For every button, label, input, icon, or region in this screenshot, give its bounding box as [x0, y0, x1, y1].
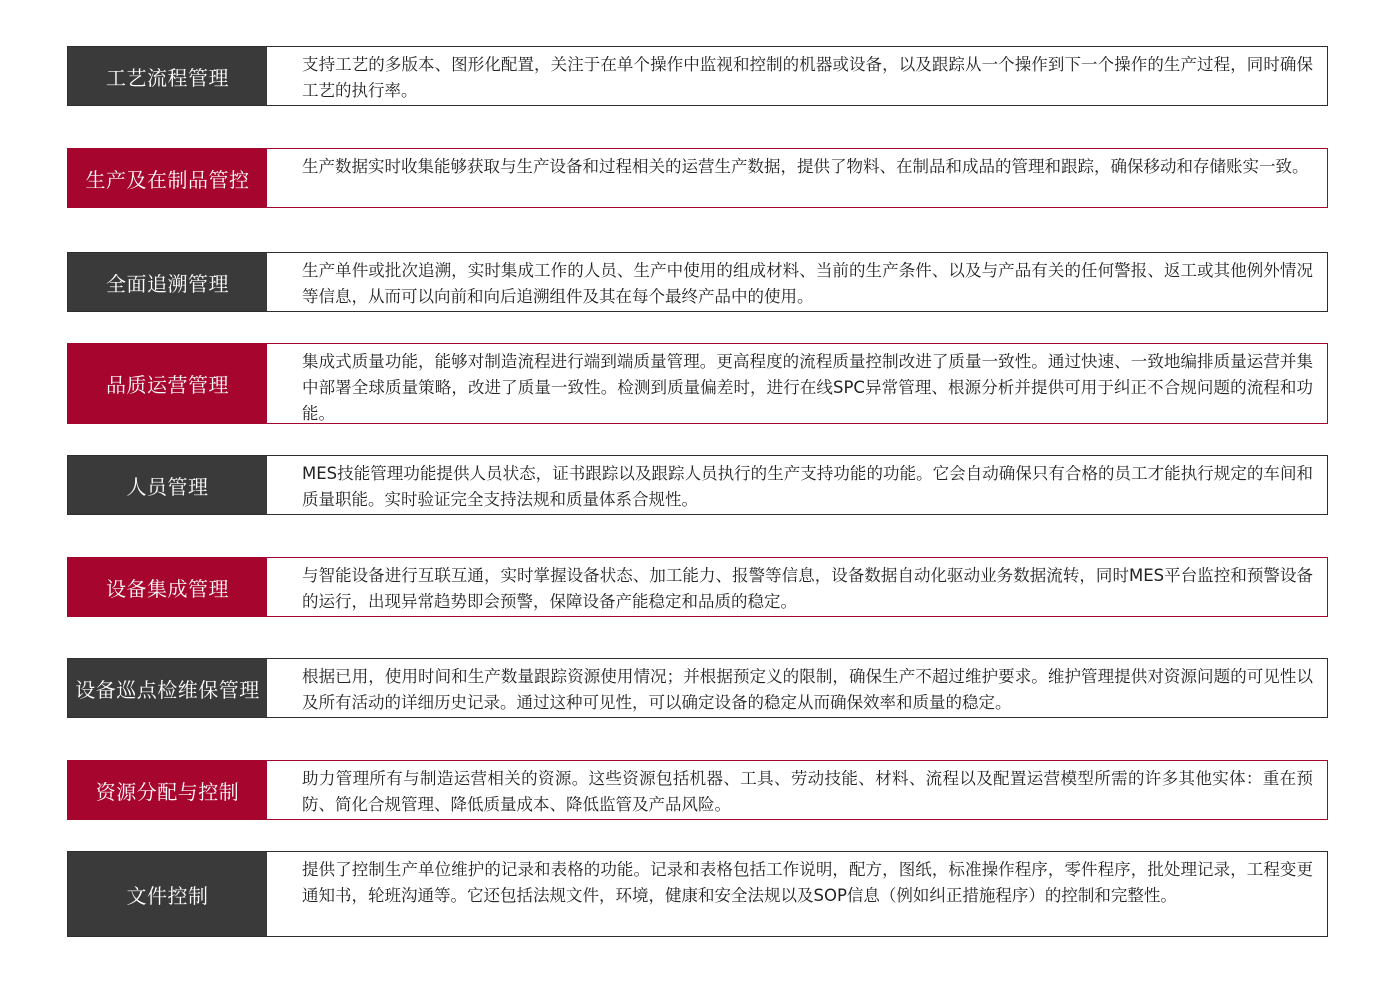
- row-equipment-integration: [67, 557, 1328, 617]
- row-resource-allocation: [67, 760, 1328, 820]
- row-description: 集成式质量功能，能够对制造流程进行端到端质量管理。更高程度的流程质量控制改进了质量一致性。通过快速、一致地编排质量运营并集中部署全球质量策略，改进了质量一致性。检测到质量偏差时，进行在线SPC异常管理、根源分析并提供可用于纠正不合规问题的流程和功能。: [302, 352, 1313, 423]
- row-traceability: [67, 252, 1328, 312]
- row-description: 支持工艺的多版本、图形化配置，关注于在单个操作中监视和控制的机器或设备，以及跟踪从一个操作到下一个操作的生产过程，同时确保工艺的执行率。: [302, 55, 1313, 100]
- row-process-flow: [67, 46, 1328, 106]
- row-description: 助力管理所有与制造运营相关的资源。这些资源包括机器、工具、劳动技能、材料、流程以及配置运营模型所需的许多其他实体：重在预防、简化合规管理、降低质量成本、降低监管及产品风险。: [302, 769, 1313, 814]
- row-document-control: [67, 851, 1328, 937]
- row-quality: [67, 343, 1328, 424]
- row-label: 人员管理: [68, 456, 267, 514]
- row-label: 文件控制: [68, 852, 267, 936]
- row-label: 工艺流程管理: [68, 47, 267, 105]
- row-description: 生产数据实时收集能够获取与生产设备和过程相关的运营生产数据，提供了物料、在制品和成品的管理和跟踪，确保移动和存储账实一致。: [302, 157, 1309, 176]
- row-label: 设备集成管理: [68, 558, 267, 616]
- row-label: 生产及在制品管控: [68, 149, 267, 207]
- row-equipment-maintenance: [67, 658, 1328, 718]
- row-label: 资源分配与控制: [68, 761, 267, 819]
- row-description: 与智能设备进行互联互通，实时掌握设备状态、加工能力、报警等信息，设备数据自动化驱动业务数据流转，同时MES平台监控和预警设备的运行，出现异常趋势即会预警，保障设备产能稳定和品质的稳定。: [302, 566, 1313, 611]
- row-label: 全面追溯管理: [68, 253, 267, 311]
- row-description: 根据已用，使用时间和生产数量跟踪资源使用情况；并根据预定义的限制，确保生产不超过维护要求。维护管理提供对资源问题的可见性以及所有活动的详细历史记录。通过这种可见性，可以确定设备的稳定从而确保效率和质量的稳定。: [302, 667, 1313, 712]
- row-production-wip: [67, 148, 1328, 208]
- row-personnel: [67, 455, 1328, 515]
- row-description: 提供了控制生产单位维护的记录和表格的功能。记录和表格包括工作说明，配方，图纸，标准操作程序，零件程序，批处理记录，工程变更通知书，轮班沟通等。它还包括法规文件，环境，健康和安全法规以及SOP信息（例如纠正措施程序）的控制和完整性。: [302, 860, 1313, 905]
- row-description: 生产单件或批次追溯，实时集成工作的人员、生产中使用的组成材料、当前的生产条件、以及与产品有关的任何警报、返工或其他例外情况等信息，从而可以向前和向后追溯组件及其在每个最终产品中的使用。: [302, 261, 1313, 306]
- row-description: MES技能管理功能提供人员状态，证书跟踪以及跟踪人员执行的生产支持功能的功能。它会自动确保只有合格的员工才能执行规定的车间和质量职能。实时验证完全支持法规和质量体系合规性。: [302, 464, 1313, 509]
- row-label: 设备巡点检维保管理: [68, 659, 267, 717]
- row-label: 品质运营管理: [68, 344, 267, 423]
